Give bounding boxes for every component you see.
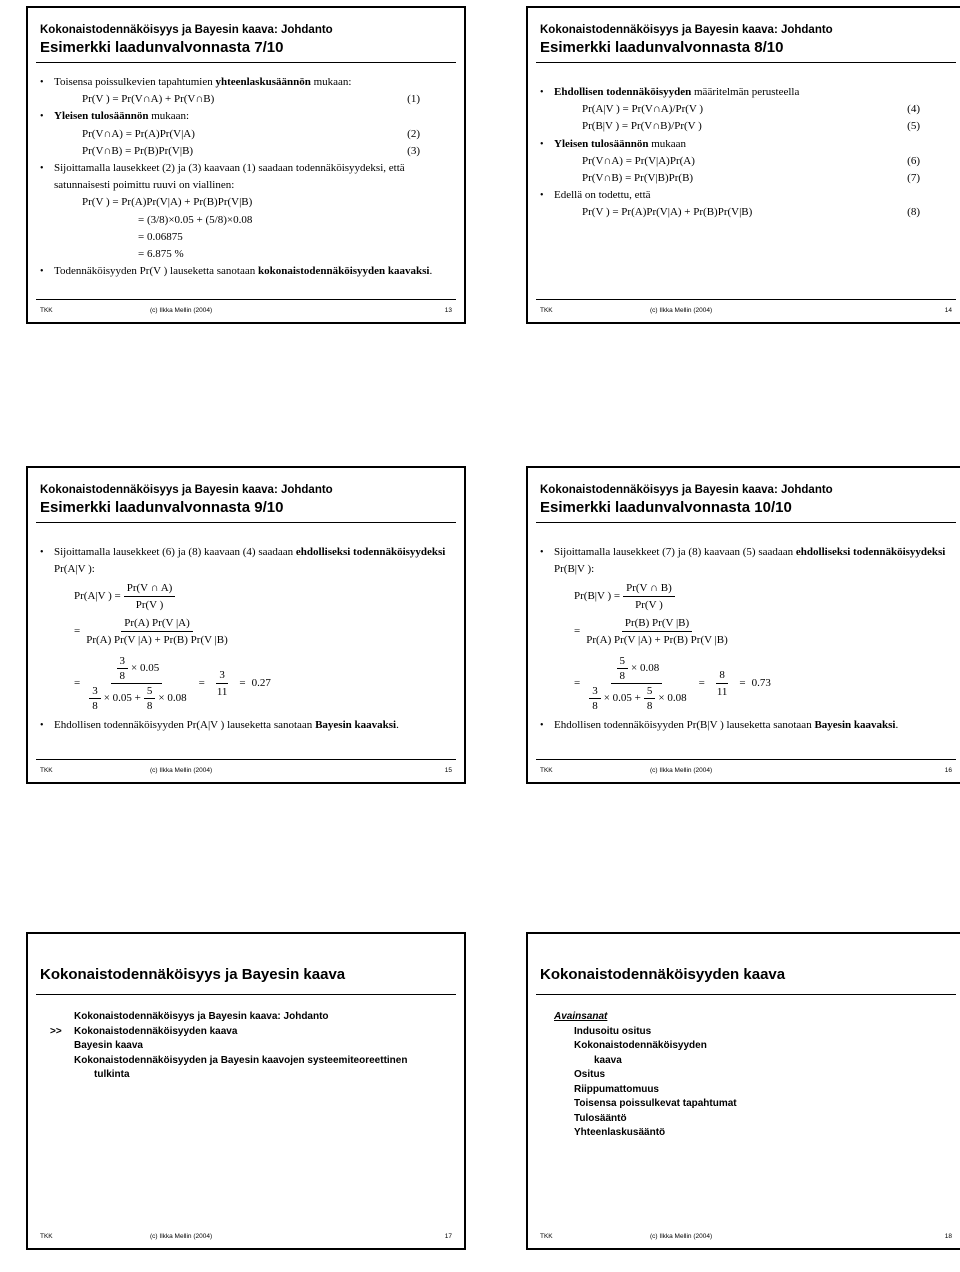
footer-copyright: (c) Ilkka Mellin (2004): [650, 307, 713, 314]
calc-line: = 0.06875: [138, 230, 183, 243]
bayes-formula-line-1: Pr(B|V ) = $\frac{Pr(V \cap B)}{Pr(V )}$: [574, 580, 946, 613]
result-value: 0.27: [251, 677, 271, 690]
keyword: Yhteenlaskusääntö: [574, 1127, 666, 1138]
toc-item-current[interactable]: >> Kokonaistodennäköisyyden kaava: [54, 1025, 407, 1040]
footer-divider: [36, 994, 456, 1226]
slide-kicker: Kokonaistodennäköisyys ja Bayesin kaava: Johdanto: [40, 484, 333, 496]
footer-org: TKK: [540, 307, 553, 314]
slide-header: [40, 24, 333, 56]
keyword: Ositus: [574, 1069, 606, 1080]
result-value: 0.73: [751, 677, 771, 690]
bullet: • Toisensa poissulkevien tapahtumien yhteenlaskusäännön mukaan:: [54, 74, 446, 91]
slide-footer: [540, 767, 952, 776]
slide-body: [54, 74, 446, 280]
slide-kicker: Kokonaistodennäköisyys ja Bayesin kaava: Johdanto: [40, 24, 333, 36]
bullet: • Edellä on todettu, että: [554, 187, 946, 204]
bayes-formula-line-3: = $\frac{5}{8}$ × 0.08 $\frac{3}{8}$ × 0.05 + $\frac{5}{8}$ × 0.08 = $\frac{8}{11}$ = 0.73: [574, 655, 771, 713]
bullet: • Ehdollisen todennäköisyyden Pr(A|V ) lauseketta sanotaan Bayesin kaavaksi.: [54, 717, 446, 734]
equation-4: Pr(A|V ) = Pr(V∩A)/Pr(V ) (4): [582, 103, 920, 116]
slide-body: [554, 544, 946, 735]
slide-17: [26, 932, 466, 1250]
bayes-formula-line-3: = $\frac{3}{8}$ × 0.05 $\frac{3}{8}$ × 0.05 + $\frac{5}{8}$ × 0.08 = $\frac{3}{11}$ = 0.27: [74, 655, 271, 713]
slide-header: [540, 484, 833, 516]
keyword: Kokonaistodennäköisyyden: [574, 1040, 707, 1051]
keywords-heading: Avainsanat: [554, 1011, 608, 1022]
equation-2: Pr(V∩A) = Pr(A)Pr(V|A) (2): [82, 127, 420, 140]
fraction: $\frac{Pr(V \cap A)}{Pr(V )}$: [124, 580, 176, 613]
fraction: $\frac{Pr(B) Pr(V |B)}{Pr(A) Pr(V |A) + Pr(B) Pr(V |B)}$: [586, 617, 728, 647]
slide-footer: [40, 767, 452, 776]
fraction: $\frac{8}{11}$: [716, 669, 728, 699]
header-divider: [536, 522, 956, 523]
footer-divider: [36, 299, 456, 300]
page-number: 17: [444, 1233, 452, 1240]
footer-copyright: (c) Ilkka Mellin (2004): [150, 307, 213, 314]
calc-line: Pr(V ) = Pr(A)Pr(V|A) + Pr(B)Pr(V|B): [82, 196, 253, 209]
keyword: Tulosääntö: [574, 1112, 627, 1124]
slide-title: Esimerkki laadunvalvonnasta 8/10: [540, 39, 784, 57]
slide-13: [26, 6, 466, 324]
slide-footer: [40, 1233, 452, 1242]
slide-title: Kokonaistodennäköisyyden kaava: [540, 966, 786, 983]
toc-item[interactable]: Kokonaistodennäköisyyden ja Bayesin kaavojen systeemiteoreettinen: [74, 1054, 408, 1066]
equation-8: Pr(V ) = Pr(A)Pr(V|A) + Pr(B)Pr(V|B) (8): [582, 206, 920, 219]
slide-header: [540, 24, 833, 56]
slide-kicker: Kokonaistodennäköisyys ja Bayesin kaava: Johdanto: [540, 24, 833, 36]
fraction: $\frac{Pr(A) Pr(V |A)}{Pr(A) Pr(V |A) + Pr(B) Pr(V |B)}$: [86, 617, 228, 647]
current-marker: >>: [50, 1025, 62, 1037]
equation-1: Pr(V ) = Pr(V∩A) + Pr(V∩B) (1): [82, 93, 420, 106]
bayes-formula-line-2: = $\frac{Pr(B) Pr(V |B)}{Pr(A) Pr(V |A) + Pr(B) Pr(V |B)}$: [574, 615, 946, 648]
bullet: • Yleisen tulosäännön mukaan:: [54, 108, 446, 125]
slide-18: [526, 932, 960, 1250]
equation-5: Pr(B|V ) = Pr(V∩B)/Pr(V ) (5): [582, 120, 920, 133]
slide-title: Kokonaistodennäköisyys ja Bayesin kaava: [40, 966, 346, 983]
page-number: 18: [944, 1233, 952, 1240]
slide-title: Esimerkki laadunvalvonnasta 10/10: [540, 499, 792, 517]
header-divider: [536, 62, 956, 63]
footer-copyright: (c) Ilkka Mellin (2004): [150, 1233, 213, 1240]
footer-divider: [536, 994, 956, 1226]
footer-divider: [36, 759, 456, 760]
bullet: • Todennäköisyyden Pr(V ) lauseketta sanotaan kokonaistodennäköisyyden kaavaksi.: [54, 263, 446, 280]
keyword: Riippumattomuus: [574, 1083, 659, 1095]
fraction: $\frac{5}{8}$ × 0.08 $\frac{3}{8}$ × 0.05 + $\frac{5}{8}$ × 0.08: [583, 654, 689, 713]
toc-item[interactable]: Kokonaistodennäköisyys ja Bayesin kaava: Johdanto: [74, 1011, 329, 1022]
slide-body: [54, 544, 446, 735]
slide-footer: [540, 1233, 952, 1242]
bayes-formula-line-1: Pr(A|V ) = $\frac{Pr(V \cap A)}{Pr(V )}$: [74, 580, 446, 613]
page-number: 15: [444, 767, 452, 774]
toc-item[interactable]: Bayesin kaava: [74, 1040, 143, 1051]
page-number: 14: [944, 307, 952, 314]
bullet: • Yleisen tulosäännön mukaan: [554, 136, 946, 153]
footer-org: TKK: [40, 307, 53, 314]
footer-org: TKK: [40, 1233, 53, 1240]
slide-header: [40, 484, 333, 516]
bullet: • Sijoittamalla lausekkeet (7) ja (8) kaavaan (5) saadaan ehdolliseksi todennäköisyydeksi Pr(B|V ):: [554, 544, 946, 578]
footer-copyright: (c) Ilkka Mellin (2004): [650, 767, 713, 774]
header-divider: [36, 522, 456, 523]
bullet: • Sijoittamalla lausekkeet (6) ja (8) kaavaan (4) saadaan ehdolliseksi todennäköisyydeksi Pr(A|V ):: [54, 544, 446, 578]
slide-14: [526, 6, 960, 324]
bullet: • Sijoittamalla lausekkeet (2) ja (3) kaavaan (1) saadaan todennäköisyydeksi, että satunnaisesti poimittu ruuvi on viallinen:: [54, 160, 446, 194]
slide-kicker: Kokonaistodennäköisyys ja Bayesin kaava: Johdanto: [540, 484, 833, 496]
equation-6: Pr(V∩A) = Pr(V|A)Pr(A) (6): [582, 154, 920, 167]
keyword: Indusoitu ositus: [574, 1025, 652, 1037]
keyword-continuation: kaava: [594, 1054, 622, 1066]
slide-15: [26, 466, 466, 784]
footer-org: TKK: [40, 767, 53, 774]
fraction: $\frac{3}{11}$: [216, 669, 228, 699]
slide-title: Esimerkki laadunvalvonnasta 7/10: [40, 39, 284, 57]
page-number: 13: [444, 307, 452, 314]
slide-body: [554, 84, 946, 222]
fraction: $\frac{3}{8}$ × 0.05 $\frac{3}{8}$ × 0.05 + $\frac{5}{8}$ × 0.08: [83, 654, 189, 713]
equation-3: Pr(V∩B) = Pr(B)Pr(V|B) (3): [82, 144, 420, 157]
equation-7: Pr(V∩B) = Pr(V|B)Pr(B) (7): [582, 172, 920, 185]
footer-divider: [536, 299, 956, 300]
page-number: 16: [944, 767, 952, 774]
footer-divider: [536, 759, 956, 760]
toc-item-continuation: tulkinta: [94, 1069, 130, 1080]
slide-footer: [40, 307, 452, 316]
bayes-formula-line-2: = $\frac{Pr(A) Pr(V |A)}{Pr(A) Pr(V |A) + Pr(B) Pr(V |B)}$: [74, 615, 446, 648]
header-divider: [36, 62, 456, 63]
slide-16: [526, 466, 960, 784]
footer-org: TKK: [540, 1233, 553, 1240]
slide-footer: [540, 307, 952, 316]
bullet: • Ehdollisen todennäköisyyden määritelmän perusteella: [554, 84, 946, 101]
calc-line: = (3/8)×0.05 + (5/8)×0.08: [138, 213, 253, 226]
footer-copyright: (c) Ilkka Mellin (2004): [150, 767, 213, 774]
keyword: Toisensa poissulkevat tapahtumat: [574, 1098, 737, 1109]
fraction: $\frac{Pr(V \cap B)}{Pr(V )}$: [623, 580, 675, 613]
slide-title: Esimerkki laadunvalvonnasta 9/10: [40, 499, 284, 517]
footer-copyright: (c) Ilkka Mellin (2004): [650, 1233, 713, 1240]
footer-org: TKK: [540, 767, 553, 774]
bullet: • Ehdollisen todennäköisyyden Pr(B|V ) lauseketta sanotaan Bayesin kaavaksi.: [554, 717, 946, 734]
calc-line: = 6.875 %: [138, 248, 184, 261]
